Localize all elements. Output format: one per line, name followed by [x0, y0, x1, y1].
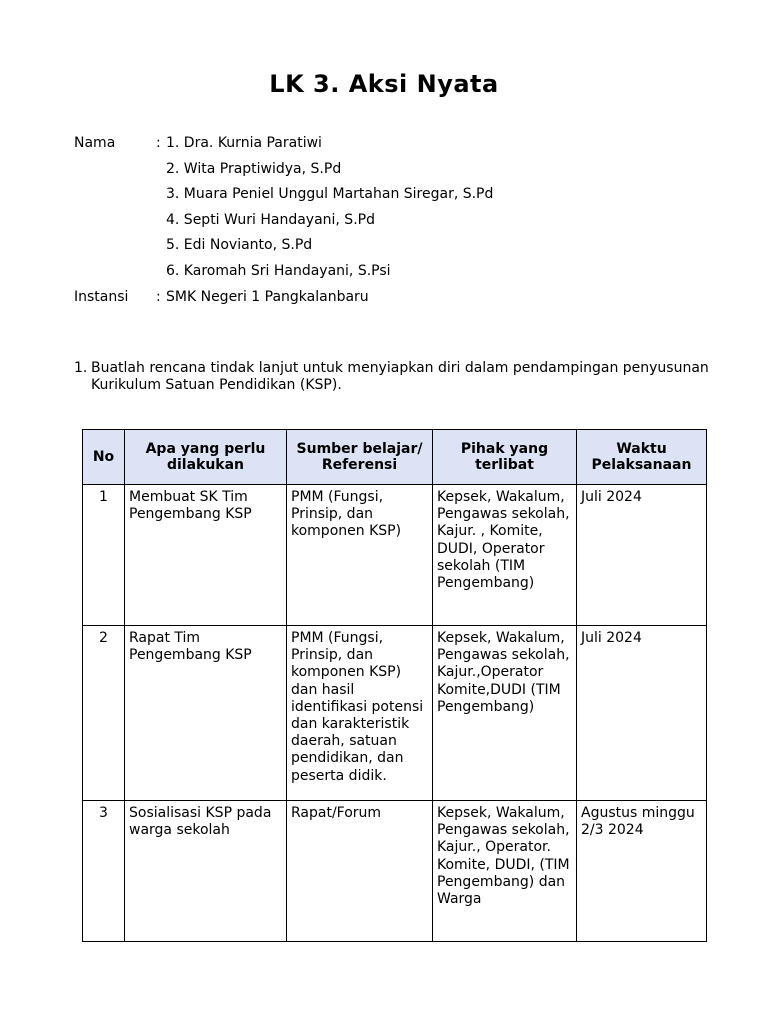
cell-no: 3 [83, 801, 125, 942]
task-text: Buatlah rencana tindak lanjut untuk menyiapkan diri dalam pendampingan penyusunan Kurikulum Satuan Pendidikan (KSP). [91, 360, 709, 393]
task-instruction [74, 360, 714, 394]
name-item: 1. Dra. Kurnia Paratiwi [166, 135, 322, 151]
cell-sumber: Rapat/Forum [287, 801, 433, 942]
nama-label: Nama [74, 135, 116, 151]
cell-waktu: Juli 2024 [577, 485, 707, 626]
table-row [83, 485, 707, 626]
cell-waktu: Agustus minggu 2/3 2024 [577, 801, 707, 942]
header-no: No [83, 430, 125, 485]
document-title: LK 3. Aksi Nyata [269, 70, 499, 98]
instansi-value: SMK Negeri 1 Pangkalanbaru [166, 288, 369, 305]
cell-pihak: Kepsek, Wakalum, Pengawas sekolah, Kajur., Operator. Komite, DUDI, (TIM Pengembang) dan Warga [433, 801, 577, 942]
cell-apa: Sosialisasi KSP pada warga sekolah [125, 801, 287, 942]
cell-apa: Rapat Tim Pengembang KSP [125, 626, 287, 801]
cell-waktu: Juli 2024 [577, 626, 707, 801]
name-item: 4. Septi Wuri Handayani, S.Pd [166, 211, 375, 228]
name-item: 2. Wita Praptiwidya, S.Pd [166, 160, 342, 177]
action-plan-table [82, 429, 707, 942]
header-apa: Apa yang perlu dilakukan [125, 430, 287, 485]
header-waktu: Waktu Pelaksanaan [577, 430, 707, 485]
colon: : [156, 288, 161, 305]
header-pihak: Pihak yang terlibat [433, 430, 577, 485]
cell-sumber: PMM (Fungsi, Prinsip, dan komponen KSP) dan hasil identifikasi potensi dan karakteristik daerah, satuan pendidikan, dan peserta didik. [287, 626, 433, 801]
cell-pihak: Kepsek, Wakalum, Pengawas sekolah, Kajur. , Komite, DUDI, Operator sekolah (TIM Pengembang) [433, 485, 577, 626]
instansi-label: Instansi [74, 288, 129, 305]
cell-pihak: Kepsek, Wakalum, Pengawas sekolah, Kajur.,Operator Komite,DUDI (TIM Pengembang) [433, 626, 577, 801]
colon: : [156, 135, 161, 151]
header-sumber: Sumber belajar/ Referensi [287, 430, 433, 485]
cell-sumber: PMM (Fungsi, Prinsip, dan komponen KSP) [287, 485, 433, 626]
task-number: 1. [74, 360, 88, 376]
table-header-row [83, 430, 707, 485]
table-row [83, 801, 707, 942]
name-item: 6. Karomah Sri Handayani, S.Psi [166, 262, 391, 279]
name-item: 3. Muara Peniel Unggul Martahan Siregar, S.Pd [166, 186, 494, 203]
name-item: 5. Edi Novianto, S.Pd [166, 237, 313, 254]
table-row [83, 626, 707, 801]
cell-no: 1 [83, 485, 125, 626]
cell-no: 2 [83, 626, 125, 801]
cell-apa: Membuat SK Tim Pengembang KSP [125, 485, 287, 626]
